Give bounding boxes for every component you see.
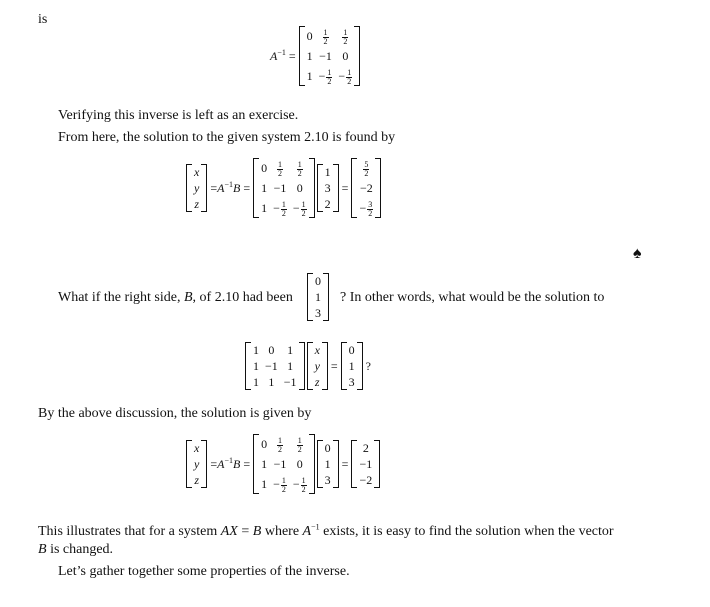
matrix-entry: 2 (362, 441, 369, 455)
matrix-entry: $\frac{1}{2}$ (277, 435, 282, 454)
matrix-entry: z (314, 375, 320, 389)
matrix-entry: 2 (324, 197, 331, 211)
matrix-entry: 1 (348, 359, 355, 373)
matrix-entry: $\frac{1}{2}$ (297, 435, 302, 454)
matrix-entry: $\frac{1}{2}$ (297, 159, 302, 178)
equals-sign-2: = (330, 358, 338, 373)
rhs-vector-4 (317, 440, 339, 488)
matrix-entry: 1 (253, 359, 259, 373)
variable-vector (186, 164, 207, 212)
matrix-entry: $\frac{1}{2}$ (277, 159, 282, 178)
matrix-entry: 0 (306, 29, 313, 43)
matrix-entry: 0 (268, 343, 275, 357)
matrix-entry: 1 (261, 181, 268, 195)
solution-vector-1 (351, 158, 381, 218)
matrix-entry: z (194, 197, 199, 211)
matrix-entry: −1 (273, 457, 287, 471)
inverse-equation (267, 26, 360, 86)
illustrates-line-2: B is changed. (38, 542, 114, 557)
matrix-entry: 0 (315, 274, 321, 288)
inverse-matrix-3 (253, 434, 315, 494)
matrix-entry: 0 (261, 161, 268, 175)
matrix-entry: − $\frac{3}{2}$ (359, 199, 373, 218)
matrix-entry: −2 (359, 181, 373, 195)
matrix-entry: 3 (324, 181, 331, 195)
coefficient-matrix (245, 342, 305, 390)
rhs-vector-2-inline (307, 273, 329, 321)
matrix-entry: 3 (348, 375, 355, 389)
matrix-entry: 1 (324, 165, 331, 179)
equals-sign: = (341, 180, 349, 195)
intro-word: is (38, 12, 48, 27)
inverse-label: $A^{-1}$ = (270, 47, 296, 63)
matrix-entry: 1 (253, 343, 259, 357)
matrix-entry: − $\frac{1}{2}$ (338, 67, 352, 86)
matrix-entry: x (194, 165, 200, 179)
matrix-entry: y (194, 181, 200, 195)
matrix-entry: 1 (324, 457, 331, 471)
equals-sign-3: = (341, 456, 349, 471)
from-here-text: From here, the solution to the given system 2.10 is found by (58, 130, 396, 145)
matrix-entry: 0 (348, 343, 355, 357)
matrix-entry: 1 (253, 375, 259, 389)
question-mark: ? (365, 358, 371, 373)
matrix-entry: $\frac{1}{2}$ (343, 27, 348, 46)
matrix-entry: $\frac{5}{2}$ (364, 159, 369, 178)
matrix-entry: y (314, 359, 320, 373)
ainvb-label: $=A^{-1}B$ = (210, 179, 251, 195)
variable-vector-3 (186, 440, 207, 488)
whatif-before-text: What if the right side, B, of 2.10 had been (58, 290, 293, 305)
matrix-entry: 0 (296, 457, 303, 471)
matrix-entry: 3 (315, 306, 321, 320)
matrix-entry: 1 (268, 375, 275, 389)
matrix-entry: 1 (287, 343, 294, 357)
end-example-spade-icon: ♠ (633, 245, 642, 262)
matrix-entry: 1 (287, 359, 294, 373)
matrix-entry: y (194, 457, 200, 471)
solution-equation-2 (186, 434, 380, 494)
matrix-entry: −1 (319, 49, 332, 63)
verify-text: Verifying this inverse is left as an exercise. (58, 108, 299, 123)
solution-vector-2 (351, 440, 380, 488)
matrix-entry: −1 (359, 457, 373, 471)
whatif-after-text: ? In other words, what would be the solution to (340, 290, 605, 305)
system-equation (245, 342, 374, 390)
matrix-entry: −1 (283, 375, 297, 389)
solution-equation-1 (186, 158, 381, 218)
matrix-entry: 0 (342, 49, 349, 63)
matrix-entry: − $\frac{1}{2}$ (292, 199, 306, 218)
matrix-entry: − $\frac{1}{2}$ (318, 67, 332, 86)
matrix-entry: 1 (306, 49, 313, 63)
ainvb-label-2: $=A^{-1}B$ = (210, 455, 251, 471)
inverse-matrix-2 (253, 158, 315, 218)
matrix-entry: 1 (261, 477, 268, 491)
variable-vector-2 (307, 342, 328, 390)
matrix-entry: −2 (359, 473, 373, 487)
matrix-entry: 1 (261, 201, 268, 215)
matrix-entry: 0 (324, 441, 331, 455)
matrix-entry: x (194, 441, 200, 455)
matrix-entry: 1 (306, 69, 313, 83)
matrix-entry: − $\frac{1}{2}$ (273, 199, 286, 218)
inline-rhs-vector-wrap (307, 273, 329, 321)
matrix-entry: −1 (265, 359, 278, 373)
matrix-entry: − $\frac{1}{2}$ (273, 475, 286, 494)
matrix-entry: 1 (261, 457, 268, 471)
matrix-entry: 0 (296, 181, 303, 195)
matrix-entry: 1 (315, 290, 321, 304)
discussion-text: By the above discussion, the solution is given by (38, 406, 312, 421)
matrix-entry: −1 (273, 181, 287, 195)
rhs-vector-3 (341, 342, 363, 390)
illustrates-line-1: This illustrates that for a system AX = B where $A^{-1}$ exists, it is easy to find the solution when the vector (38, 522, 614, 539)
rhs-vector-1 (317, 164, 339, 212)
matrix-entry: x (314, 343, 320, 357)
matrix-entry: z (194, 473, 199, 487)
matrix-entry: $\frac{1}{2}$ (323, 27, 328, 46)
inverse-matrix (299, 26, 361, 86)
matrix-entry: 3 (324, 473, 331, 487)
matrix-entry: 0 (261, 437, 268, 451)
matrix-entry: − $\frac{1}{2}$ (292, 475, 306, 494)
gather-text: Let’s gather together some properties of the inverse. (58, 564, 350, 579)
